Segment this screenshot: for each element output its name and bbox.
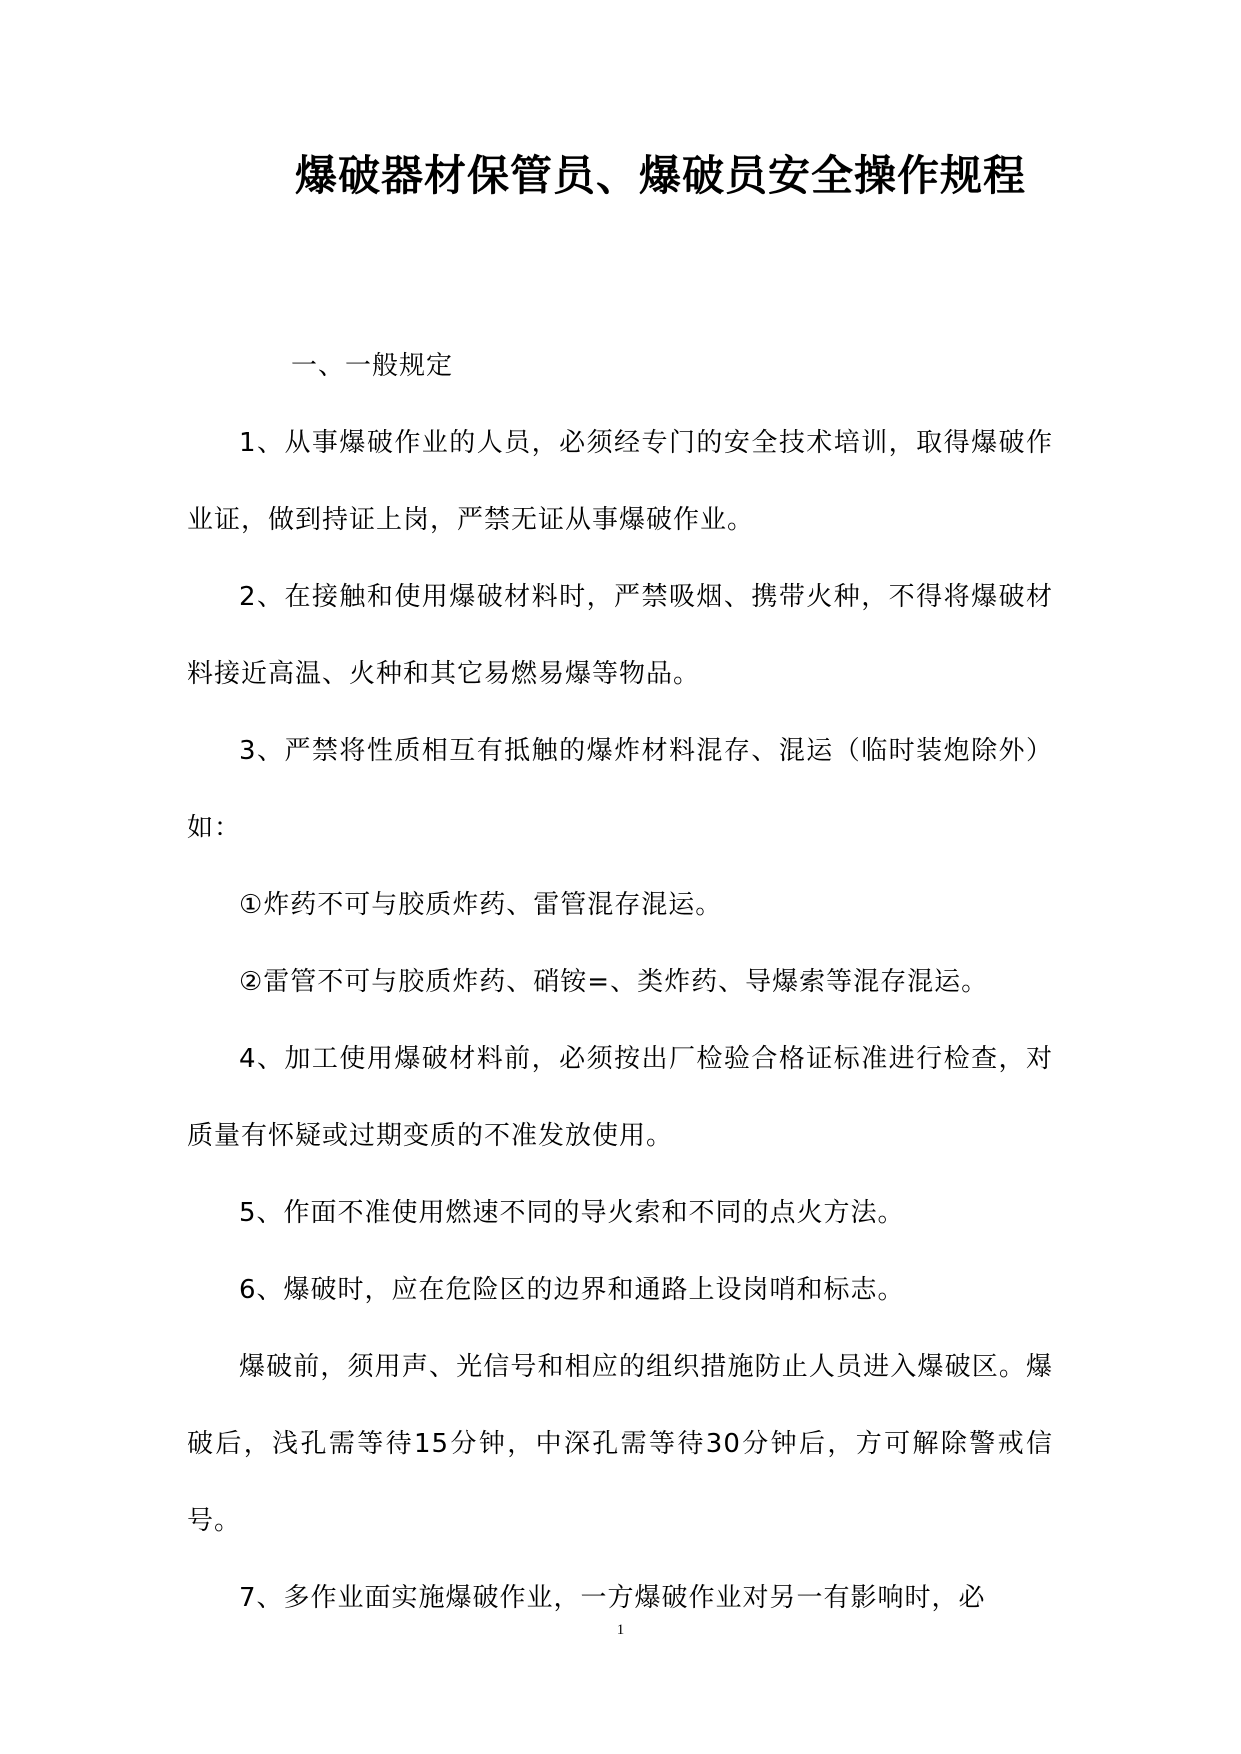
paragraph-4: 4、加工使用爆破材料前，必须按出厂检验合格证标准进行检查，对质量有怀疑或过期变质的不准发放使用。 (187, 1044, 1053, 1151)
paragraph-6-continued: 爆破前，须用声、光信号和相应的组织措施防止人员进入爆破区。爆破后，浅孔需等待15分钟，中深孔需等待30分钟后，方可解除警戒信号。 (187, 1352, 1053, 1536)
document-title: 爆破器材保管员、爆破员安全操作规程 (294, 151, 1026, 200)
section-heading: 一、一般规定 (291, 351, 454, 381)
paragraph-2: 2、在接触和使用爆破材料时，严禁吸烟、携带火种，不得将爆破材料接近高温、火种和其它易燃易爆等物品。 (187, 582, 1053, 689)
paragraph-5: 5、作面不准使用燃速不同的导火索和不同的点火方法。 (239, 1198, 905, 1228)
paragraph-1: 1、从事爆破作业的人员，必须经专门的安全技术培训，取得爆破作业证，做到持证上岗，严禁无证从事爆破作业。 (187, 428, 1053, 535)
document-body (187, 328, 1053, 1637)
paragraph-7: 7、多作业面实施爆破作业，一方爆破作业对另一有影响时，必 (239, 1583, 986, 1613)
paragraph-3-item-1: ①炸药不可与胶质炸药、雷管混存混运。 (239, 890, 723, 920)
paragraph-3: 3、严禁将性质相互有抵触的爆炸材料混存、混运（临时装炮除外）如： (187, 736, 1053, 843)
paragraph-6: 6、爆破时，应在危险区的边界和通路上设岗哨和标志。 (239, 1275, 905, 1305)
page-number: 1 (616, 1622, 625, 1638)
paragraph-3-item-2: ②雷管不可与胶质炸药、硝铵=、类炸药、导爆索等混存混运。 (239, 967, 989, 997)
